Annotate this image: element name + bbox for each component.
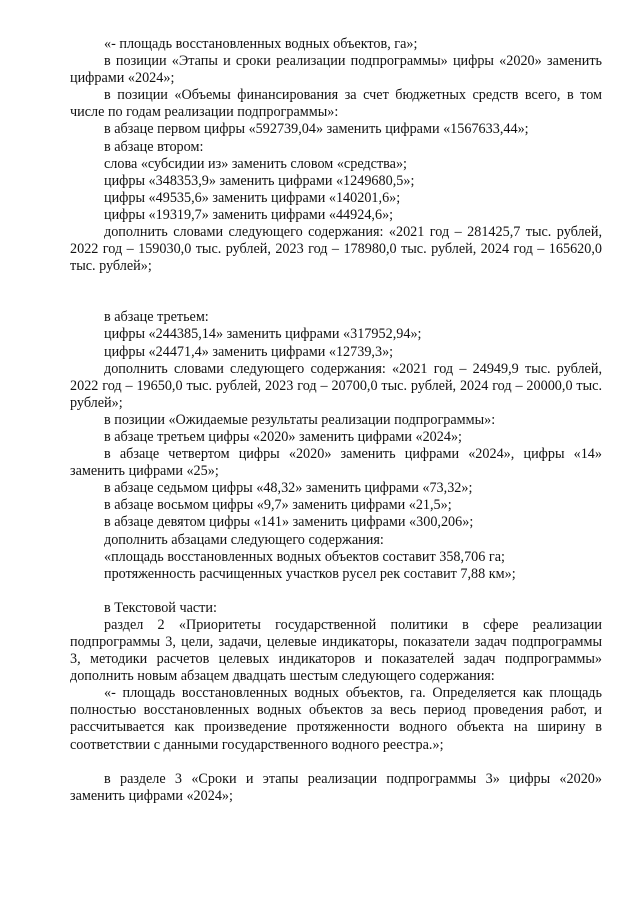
paragraph: в абзаце третьем цифры «2020» заменить цифрами «2024»; bbox=[104, 428, 462, 445]
paragraph: цифры «244385,14» заменить цифрами «317952,94»; bbox=[104, 326, 422, 343]
paragraph: в абзаце седьмом цифры «48,32» заменить цифрами «73,32»; bbox=[104, 480, 473, 497]
paragraph: «- площадь восстановленных водных объектов, га»; bbox=[104, 36, 418, 52]
document-page bbox=[70, 36, 602, 805]
blank-line bbox=[70, 754, 602, 771]
blank-line bbox=[70, 583, 602, 600]
paragraph: дополнить абзацами следующего содержания: bbox=[104, 531, 384, 548]
paragraph: цифры «348353,9» заменить цифрами «1249680,5»; bbox=[104, 172, 415, 189]
paragraph: слова «субсидии из» заменить словом «средства»; bbox=[104, 155, 407, 172]
paragraph: в позиции «Этапы и сроки реализации подпрограммы» цифры «2020» заменить цифрами «2024»; bbox=[70, 53, 602, 87]
paragraph: в позиции «Объемы финансирования за счет бюджетных средств всего, в том числе по годам реализации подпрограммы»: bbox=[70, 87, 602, 121]
paragraph: в Текстовой части: bbox=[104, 599, 217, 616]
paragraph: в абзаце первом цифры «592739,04» заменить цифрами «1567633,44»; bbox=[104, 121, 529, 138]
blank-line bbox=[70, 275, 602, 292]
paragraph: цифры «24471,4» заменить цифрами «12739,3»; bbox=[104, 343, 394, 360]
paragraph: в абзаце втором: bbox=[104, 138, 204, 155]
paragraph: протяженность расчищенных участков русел рек составит 7,88 км»; bbox=[104, 565, 516, 582]
paragraph: цифры «49535,6» заменить цифрами «140201,6»; bbox=[104, 189, 401, 206]
paragraph: «- площадь восстановленных водных объектов, га. Определяется как площадь полностью восстановленных водных объектов за весь период проведения работ, и рассчитывается как произведение протяженности водного объекта на ширину в соответствии с данными государственного водного реестра.»; bbox=[70, 685, 602, 753]
paragraph: дополнить словами следующего содержания: «2021 год – 281425,7 тыс. рублей, 2022 год – 159030,0 тыс. рублей, 2023 год – 178980,0 тыс. рублей, 2024 год – 165620,0 тыс. рублей»; bbox=[70, 224, 602, 275]
paragraph: в абзаце девятом цифры «141» заменить цифрами «300,206»; bbox=[104, 514, 474, 531]
paragraph: в позиции «Ожидаемые результаты реализации подпрограммы»: bbox=[104, 411, 496, 428]
paragraph: в абзаце четвертом цифры «2020» заменить цифрами «2024», цифры «14» заменить цифрами «25»; bbox=[70, 446, 602, 480]
paragraph: в абзаце восьмом цифры «9,7» заменить цифрами «21,5»; bbox=[104, 497, 452, 514]
paragraph: «площадь восстановленных водных объектов составит 358,706 га; bbox=[104, 548, 505, 565]
paragraph: раздел 2 «Приоритеты государственной политики в сфере реализации подпрограммы 3, цели, задачи, целевые индикаторы, показатели задач подпрограммы 3, методики расчетов целевых индикаторов и показателей задач подпрограммы» дополнить новым абзацем двадцать шестым следующего содержания: bbox=[70, 616, 602, 685]
blank-line bbox=[70, 292, 602, 309]
paragraph: дополнить словами следующего содержания: «2021 год – 24949,9 тыс. рублей, 2022 год – 19650,0 тыс. рублей, 2023 год – 20700,0 тыс. рублей, 2024 год – 20000,0 тыс. рублей»; bbox=[70, 360, 602, 411]
paragraph: в разделе 3 «Сроки и этапы реализации подпрограммы 3» цифры «2020» заменить цифрами «2024»; bbox=[70, 770, 602, 804]
paragraph: цифры «19319,7» заменить цифрами «44924,6»; bbox=[104, 206, 394, 223]
paragraph: в абзаце третьем: bbox=[104, 309, 209, 326]
